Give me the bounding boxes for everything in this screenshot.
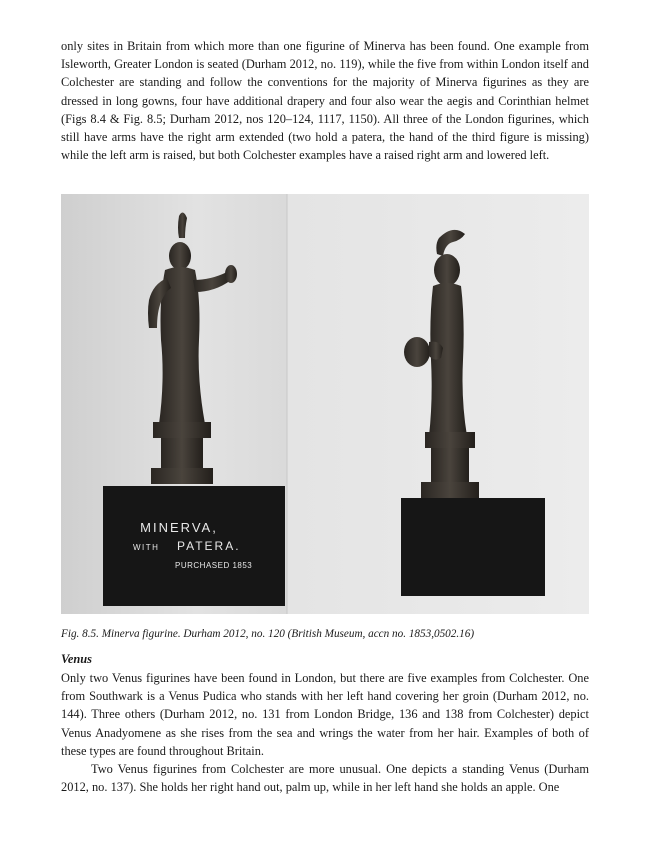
body-paragraph: Only two Venus figurines have been found in London, but there are five examples from Colchester. One from Southwark is a Venus Pudica who stands with her left hand covering her groin (Durham 2012, no. 144). Three others (Durham 2012, no. 131 from London Bridge, 136 and 138 from Colchester) depict Venus Anadyomene as she rises from the sea and wrings the water from her hair. Examples of both of these types are found throughout Britain.: [61, 671, 589, 758]
block-label-line2b: PATERA.: [177, 539, 241, 553]
right-display-block: [401, 498, 545, 596]
figure-photograph: [61, 194, 589, 614]
body-paragraph: Two Venus figurines from Colchester are more unusual. One depicts a standing Venus (Durham 2012, no. 137). She holds her right hand out, palm up, while in her left hand she holds an apple. One: [61, 762, 589, 795]
body-paragraph: only sites in Britain from which more than one figurine of Minerva has been found. One example from Isleworth, Greater London is seated (Durham 2012, no. 119), while the five from within London itself and Colchester are standing and follow the conventions for the majority of Minerva figurines as they are dressed in long gowns, four have additional drapery and four also wear the aegis and Corinthian helmet (Figs 8.4 & Fig. 8.5; Durham 2012, nos 120–124, 1117, 1150). All three of the London figurines, which still have arms have the right arm extended (two hold a patera, the hand of the third figure is missing) while the left arm is raised, but both Colchester examples have a raised right arm and lowered left.: [61, 39, 589, 163]
block-label-line2a: WITH: [133, 543, 160, 552]
block-label-line1: MINERVA,: [140, 520, 218, 535]
figure-caption: Fig. 8.5. Minerva figurine. Durham 2012, no. 120 (British Museum, accn no. 1853,0502.16): [61, 628, 475, 640]
block-label-line3: PURCHASED 1853: [175, 561, 253, 570]
section-heading: Venus: [61, 652, 92, 666]
